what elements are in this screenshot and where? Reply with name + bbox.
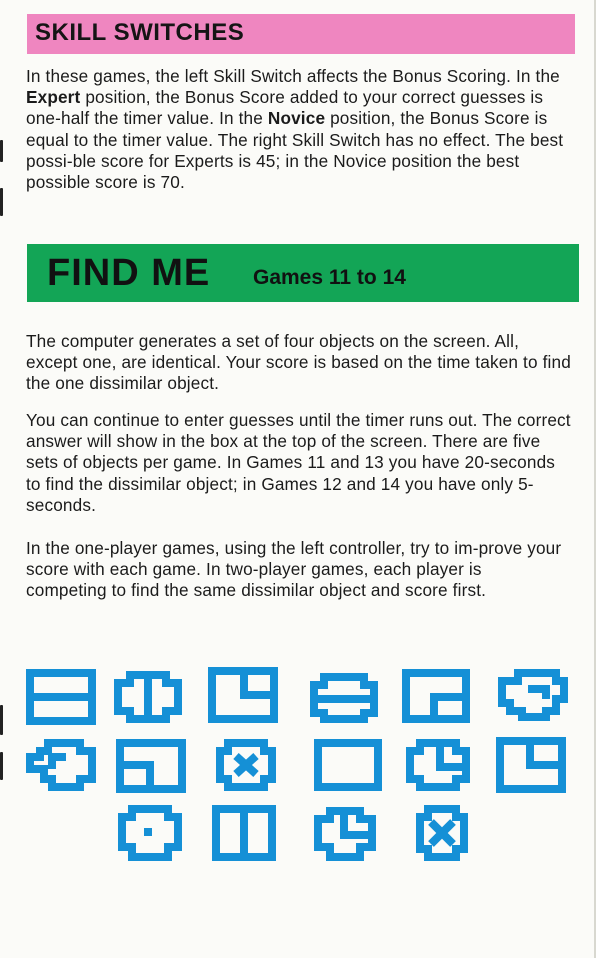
dot-mark	[144, 828, 152, 836]
horizontal-split-box-icon	[30, 673, 92, 721]
vertical-split-capsule-icon	[118, 675, 178, 719]
round-x-icon	[220, 743, 272, 787]
blob-with-corner-icon	[410, 743, 466, 787]
skill-switches-heading: SKILL SWITCHES	[35, 19, 245, 46]
find-me-paragraph-2: You can continue to enter guesses until the timer runs out. The correct answer will show in the box at the top of the screen. There are five sets of objects per game. In Games 11 and 13 you have 20-seconds to find the dissimilar object; in Games 12 and 14 you have only 5-seconds.	[26, 410, 571, 515]
box-two-columns-icon	[216, 809, 272, 857]
box-inner-square-bottom-right-icon	[406, 673, 466, 719]
blob-with-notch-icon	[502, 673, 564, 717]
skill-text-1: In these games, the left Skill Switch affects the Bonus Scoring. In the	[26, 66, 560, 86]
blob-arrow-left-icon	[30, 743, 92, 787]
skill-text-2: position, the Bonus Score added to your correct guesses is one-half the timer value. In the	[26, 87, 544, 129]
plain-square-icon	[318, 743, 378, 787]
expert-term: Expert	[26, 87, 81, 108]
find-me-title: FIND ME	[47, 252, 211, 294]
horizontal-split-capsule-icon	[314, 677, 374, 719]
box-inner-square-bottom-left-icon	[120, 743, 182, 789]
novice-term: Novice	[267, 108, 326, 129]
find-me-paragraph-1: The computer generates a set of four objects on the screen. All, except one, are identical. Your score is based on the time taken to find the one dissimilar object.	[26, 331, 571, 394]
find-me-paragraph-3: In the one-player games, using the left controller, try to im-prove your score with each game. In two-player games, each player is competing to find the same dissimilar object and score first.	[26, 538, 562, 601]
box-notch-top-right-icon	[212, 671, 274, 719]
round-quarter-icon	[318, 811, 372, 857]
find-me-subtitle: Games 11 to 14	[253, 266, 406, 289]
box-inner-square-top-right-icon	[500, 741, 562, 789]
diamond-x-icon	[420, 809, 464, 857]
skill-text-3: position, the Bonus Score is equal to the timer value. The right Skill Switch has no effect. The best possi-ble score for Experts is 45; in the Novice position the best possible score is 70.	[26, 108, 564, 193]
